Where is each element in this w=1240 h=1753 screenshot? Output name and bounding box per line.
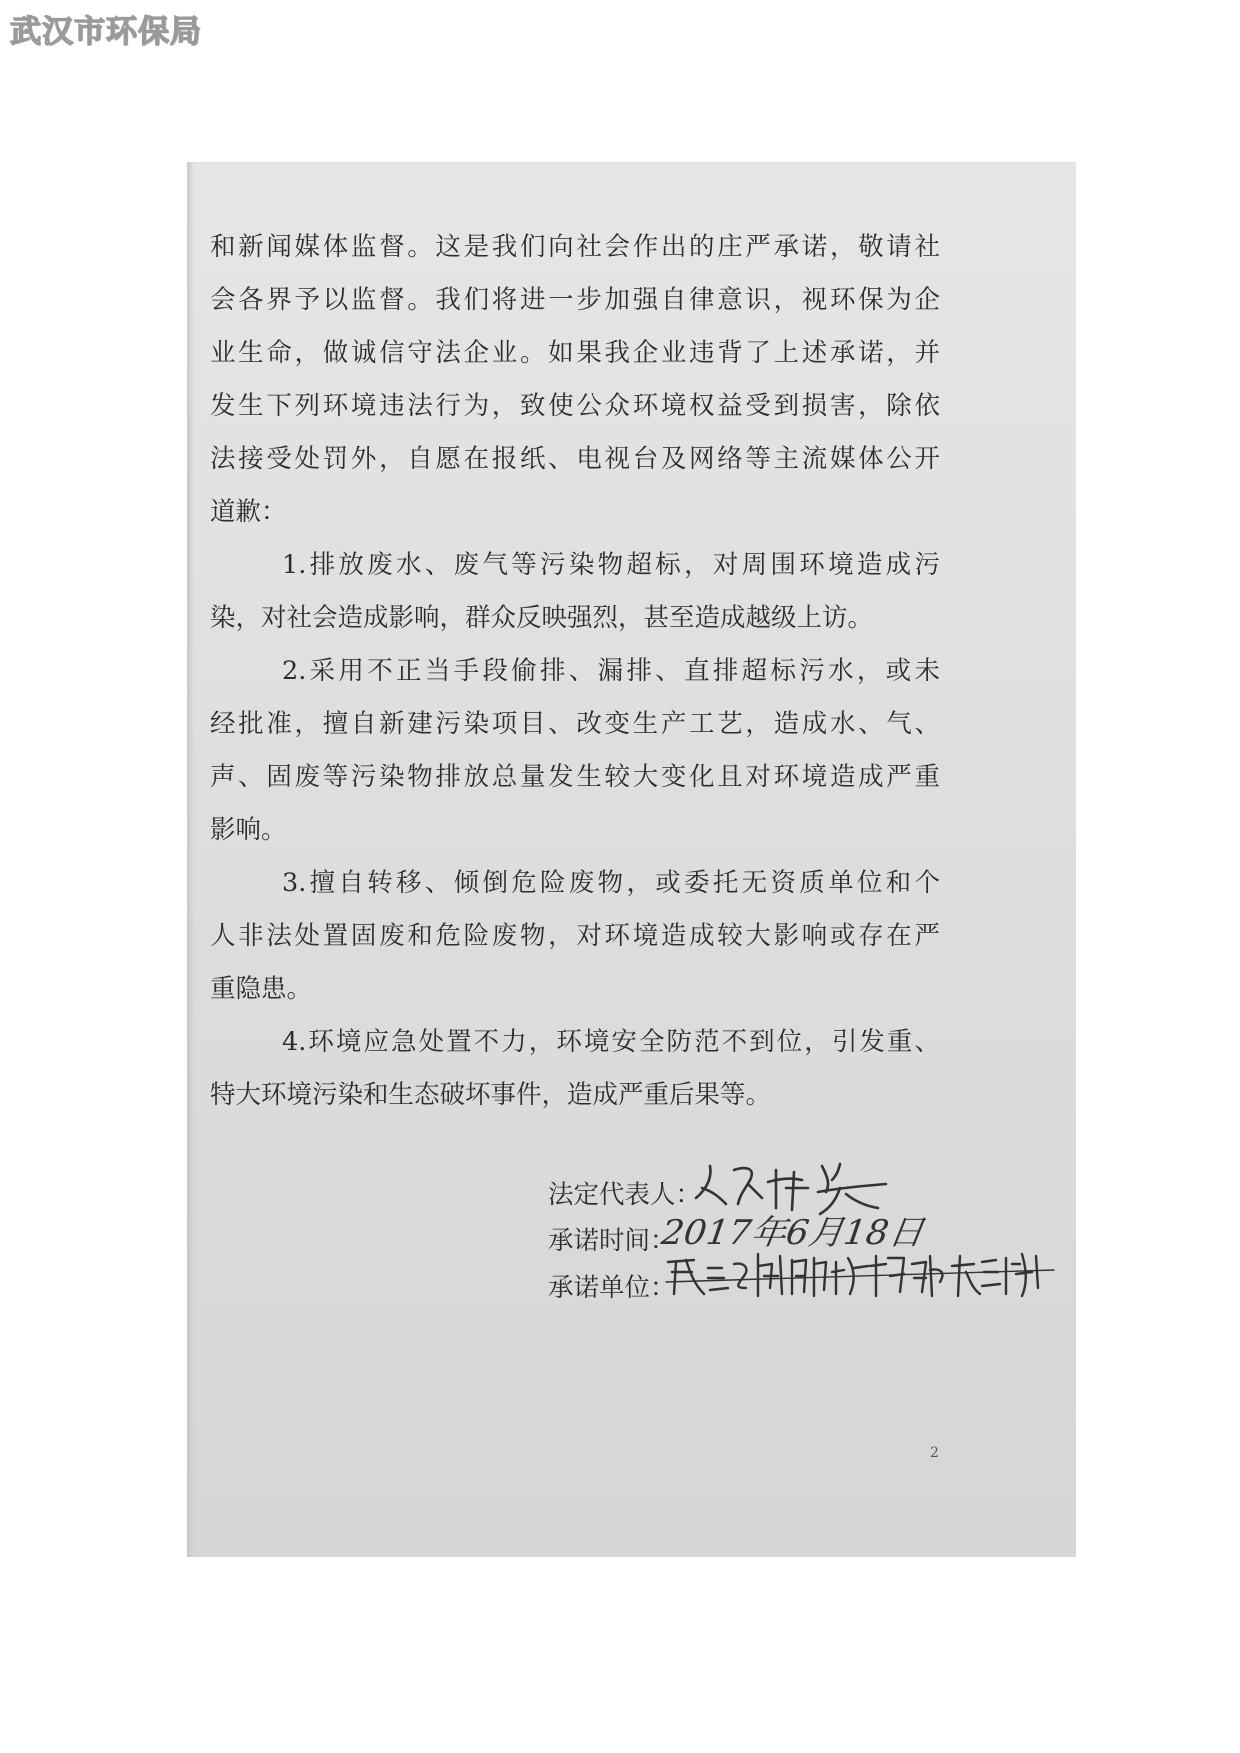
text-line: 法接受处罚外，自愿在报纸、电视台及网络等主流媒体公开: [210, 444, 940, 474]
page-number: 2: [930, 1445, 939, 1461]
text-line: 发生下列环境违法行为，致使公众环境权益受到损害，除依: [210, 391, 940, 421]
unit-label: 承诺单位：: [548, 1273, 676, 1303]
item-2-line: 2.采用不正当手段偷排、漏排、直排超标污水，或未: [282, 656, 940, 686]
item-3-line: 人非法处置固废和危险废物，对环境造成较大影响或存在严: [210, 921, 940, 951]
item-4-line: 特大环境污染和生态破坏事件，造成严重后果等。: [210, 1080, 772, 1110]
date-row: [548, 1221, 676, 1257]
item-2-line: 经批准，擅自新建污染项目、改变生产工艺，造成水、气、: [210, 709, 940, 739]
item-1-line: 染，对社会造成影响，群众反映强烈，甚至造成越级上访。: [210, 603, 874, 633]
item-2-line: 声、固废等污染物排放总量发生较大变化且对环境造成严重: [210, 762, 940, 792]
text-line: 道歉：: [210, 497, 287, 527]
unit-row: [548, 1268, 676, 1304]
representative-label: 法定代表人：: [548, 1180, 702, 1210]
handwritten-date-text: 2017年6月18日: [658, 1213, 918, 1253]
commitment-body: [210, 221, 940, 1122]
date-label: 承诺时间：: [548, 1226, 676, 1256]
item-3-line: 重隐患。: [210, 974, 313, 1004]
text-line: 和新闻媒体监督。这是我们向社会作出的庄严承诺，敬请社: [210, 232, 940, 262]
watermark-logo: 武汉市环保局: [10, 14, 202, 50]
text-line: 业生命，做诚信守法企业。如果我企业违背了上述承诺，并: [210, 338, 940, 368]
unit-signature: [664, 1242, 1064, 1302]
item-3-line: 3.擅自转移、倾倒危险废物，或委托无资质单位和个: [282, 868, 940, 898]
item-2-line: 影响。: [210, 815, 287, 845]
item-4-line: 4.环境应急处置不力，环境安全防范不到位，引发重、: [282, 1027, 940, 1057]
item-1-line: 1.排放废水、废气等污染物超标，对周围环境造成污: [282, 550, 940, 580]
text-line: 会各界予以监督。我们将进一步加强自律意识，视环保为企: [210, 285, 940, 315]
